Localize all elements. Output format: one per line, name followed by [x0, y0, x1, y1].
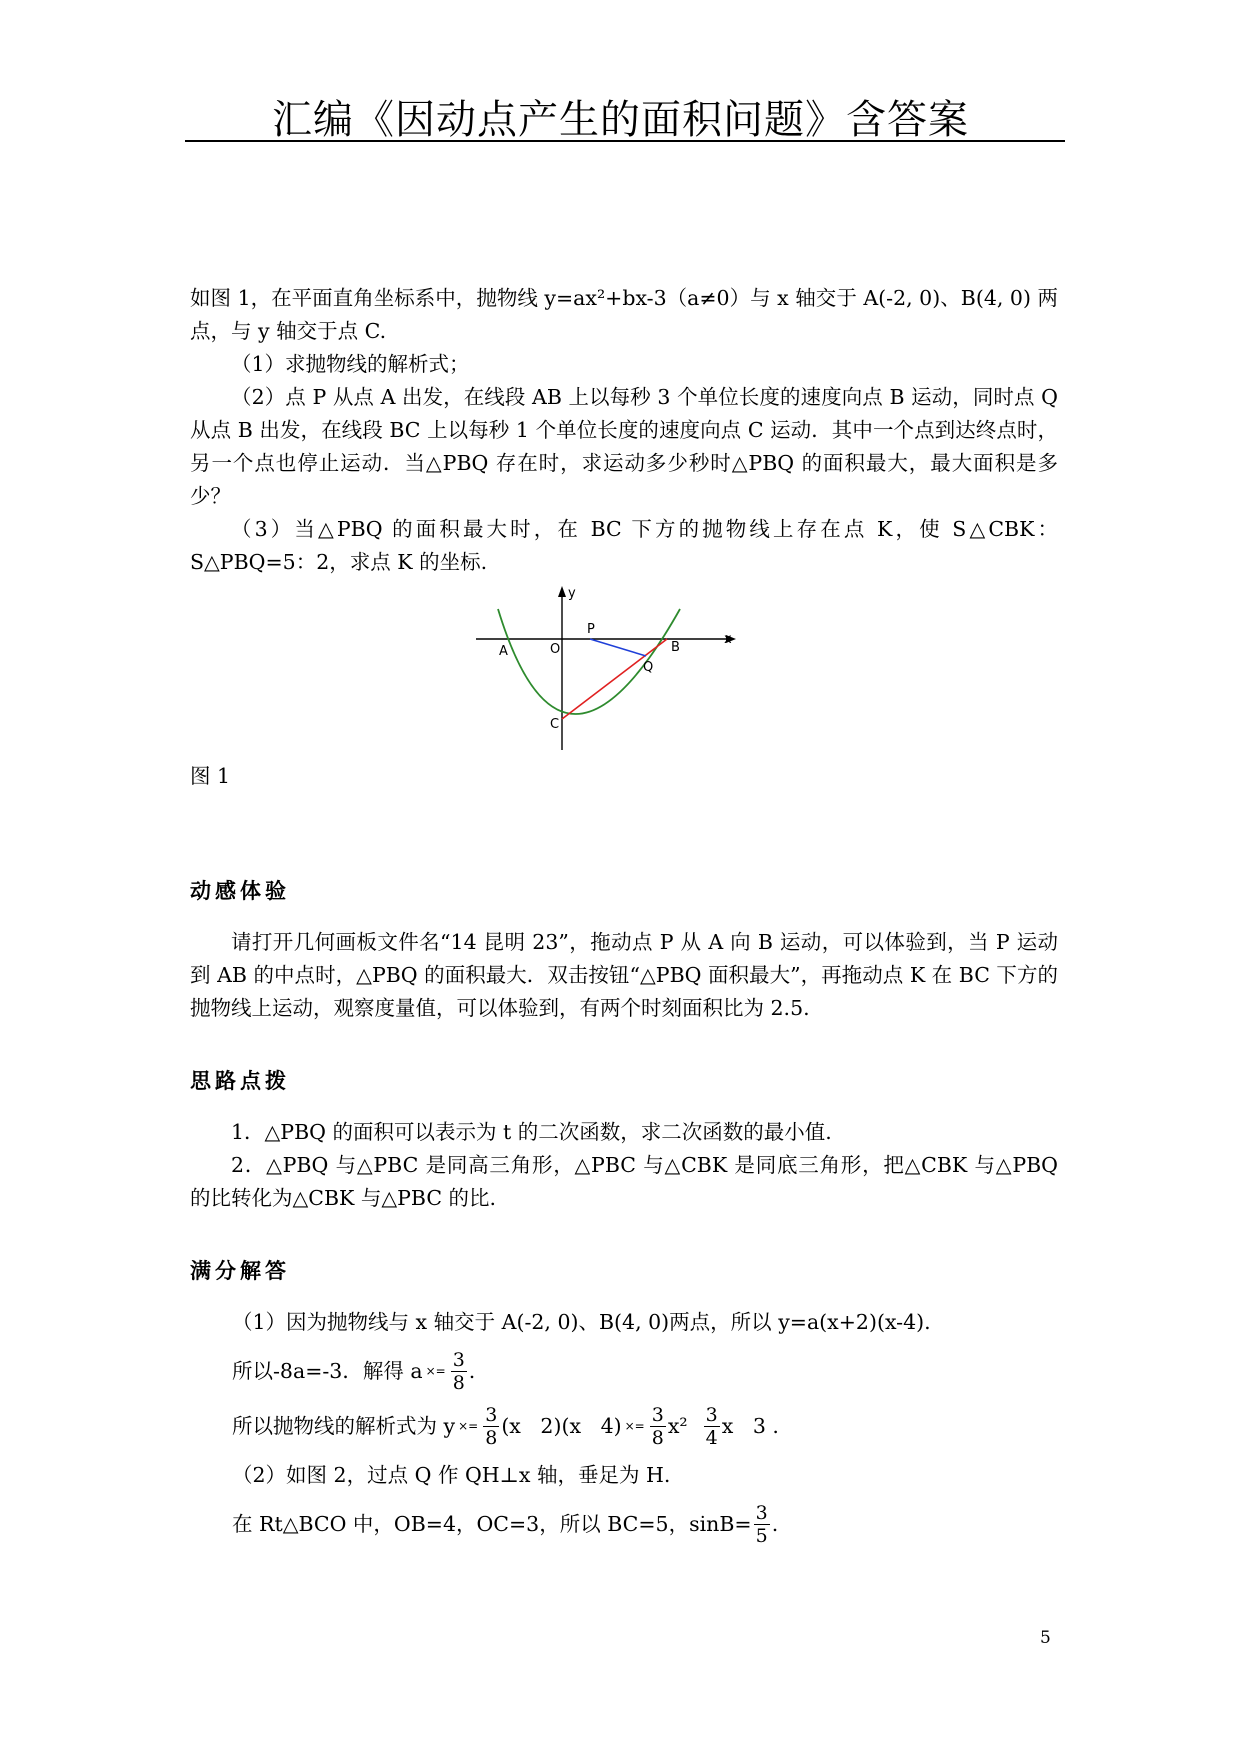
equals-mark: ×= — [624, 1419, 645, 1433]
label-x: x — [724, 632, 732, 647]
section-dynamic-text: 请打开几何画板文件名“14 昆明 23”，拖动点 P 从 A 向 B 运动，可以体验到，当 P 运动到 AB 的中点时，△PBQ 的面积最大．双击按钮“△PBQ 面积最大”，再拖动点 K 在 BC 下方的抛物线上运动，观察度量值，可以体验到，有两个时刻面积比为 2.5. — [190, 930, 1058, 1020]
solution-line-2-end: . — [468, 1359, 476, 1383]
equals-mark: ×= — [425, 1364, 446, 1378]
label-b: B — [671, 640, 680, 655]
solution-line-1: （1）因为抛物线与 x 轴交于 A(-2, 0)、B(4, 0)两点，所以 y=a(x+2)(x-4). — [232, 1310, 931, 1334]
solution-line-3-end: x 3 . — [721, 1414, 779, 1438]
segment-pq — [590, 639, 646, 656]
fraction-3-8-b — [650, 1404, 666, 1449]
fraction-3-8 — [483, 1404, 499, 1449]
figure-caption: 图 1 — [190, 764, 231, 788]
label-c: C — [550, 717, 560, 732]
label-y: y — [568, 586, 576, 601]
fraction-numerator: 3 — [485, 1404, 498, 1426]
solution-line-2 — [190, 1349, 1058, 1394]
fraction-numerator: 3 — [755, 1502, 768, 1524]
label-p: P — [587, 622, 595, 637]
section-heading-dynamic: 动感体验 — [190, 879, 290, 903]
solution-line-3-text: 所以抛物线的解析式为 y — [232, 1414, 456, 1438]
page-number: 5 — [1040, 1628, 1051, 1648]
solution-line-3-mid: (x 2)(x 4) — [501, 1414, 622, 1438]
solution-line-5 — [190, 1502, 1058, 1547]
title-rule — [185, 140, 1065, 142]
figure-1-graph — [474, 585, 774, 760]
page-title: 汇编《因动点产生的面积问题》含答案 — [272, 97, 969, 143]
fraction-denominator: 5 — [755, 1525, 768, 1547]
segment-cb — [562, 639, 667, 719]
label-a: A — [499, 644, 508, 659]
equals-mark: ×= — [458, 1419, 479, 1433]
section-heading-hints: 思路点拨 — [190, 1069, 290, 1093]
fraction-numerator: 3 — [651, 1404, 664, 1426]
fraction-denominator: 4 — [705, 1427, 718, 1449]
problem-intro: 如图 1，在平面直角坐标系中，抛物线 y=ax²+bx-3（a≠0）与 x 轴交于 A(-2, 0)、B(4, 0) 两点，与 y 轴交于点 C. — [190, 286, 1058, 343]
fraction-numerator: 3 — [705, 1404, 718, 1426]
problem-q3: （3）当△PBQ 的面积最大时，在 BC 下方的抛物线上存在点 K，使 S△CBK：S△PBQ=5：2，求点 K 的坐标. — [190, 517, 1058, 574]
section-heading-solution: 满分解答 — [190, 1259, 290, 1283]
hint-item-1: 1．△PBQ 的面积可以表示为 t 的二次函数，求二次函数的最小值. — [231, 1120, 832, 1144]
fraction-denominator: 8 — [452, 1372, 465, 1394]
solution-line-2-text: 所以-8a=-3．解得 a — [232, 1359, 423, 1383]
label-q: Q — [643, 660, 654, 675]
solution-line-3-tail: x² — [667, 1414, 688, 1438]
solution-line-3 — [190, 1404, 1058, 1449]
fraction-3-5 — [754, 1502, 770, 1547]
hint-item-2: 2．△PBQ 与△PBC 是同高三角形，△PBC 与△CBK 是同底三角形，把△CBK 与△PBQ 的比转化为△CBK 与△PBC 的比. — [190, 1153, 1058, 1210]
fraction-3-8 — [451, 1349, 467, 1394]
fraction-numerator: 3 — [452, 1349, 465, 1371]
solution-line-4: （2）如图 2，过点 Q 作 QH⊥x 轴，垂足为 H. — [232, 1463, 671, 1487]
fraction-denominator: 8 — [485, 1427, 498, 1449]
solution-line-5-end: . — [771, 1512, 779, 1536]
problem-q2: （2）点 P 从点 A 出发，在线段 AB 上以每秒 3 个单位长度的速度向点 B 运动，同时点 Q 从点 B 出发，在线段 BC 上以每秒 1 个单位长度的速度向点 C 运动．其中一个点到达终点时，另一个点也停止运动．当△PBQ 存在时，求运动多少秒时△PBQ 的面积最大，最大面积是多少？ — [190, 385, 1058, 508]
solution-line-5-text: 在 Rt△BCO 中，OB=4，OC=3，所以 BC=5，sinB= — [232, 1512, 752, 1536]
fraction-denominator: 8 — [651, 1427, 664, 1449]
problem-q1: （1）求抛物线的解析式； — [231, 352, 470, 376]
y-axis-arrow — [558, 586, 566, 597]
page-content — [190, 282, 1058, 1547]
fraction-3-4 — [704, 1404, 720, 1449]
label-o: O — [550, 642, 561, 657]
